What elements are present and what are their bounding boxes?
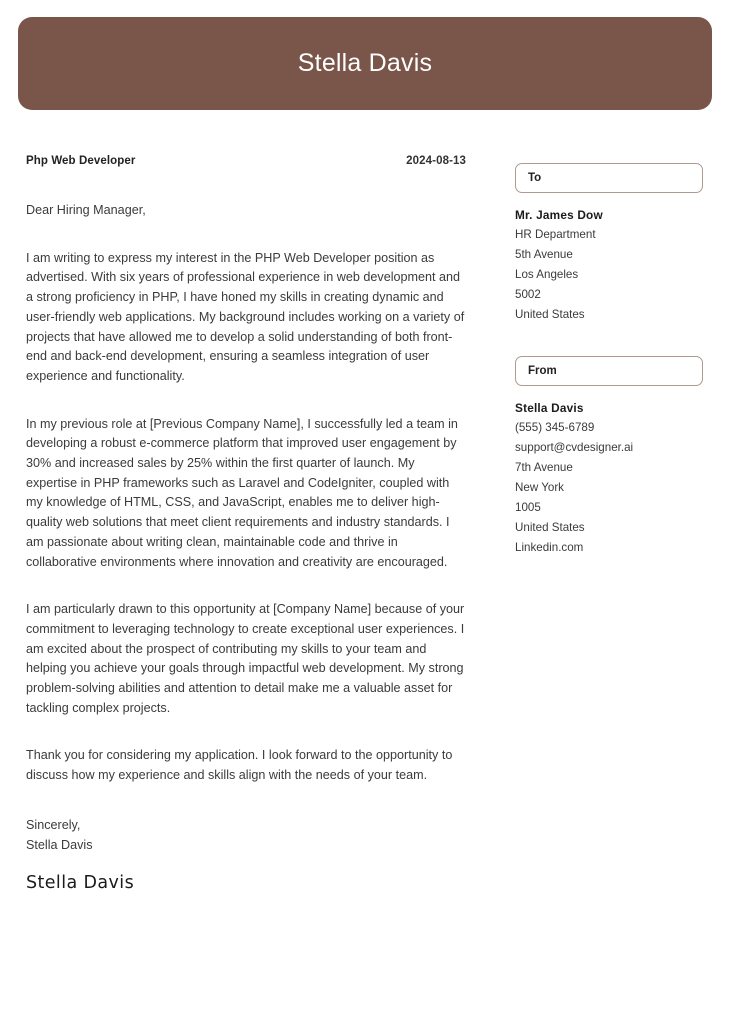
to-box[interactable] [515, 163, 703, 193]
letter-closing [26, 816, 466, 855]
letter-paragraph: In my previous role at [Previous Company Name], I successfully led a team in developing a robust e-commerce platform that improved user engagement by 30% and increased sales by 25% within the first quarter of launch. My expertise in PHP frameworks such as Laravel and CodeIgniter, coupled with my knowledge of HTML, CSS, and JavaScript, enables me to deliver high-quality web solutions that meet client requirements and industry standards. I am passionate about writing clean, maintainable code and thrive in collaborative environments where innovation and creativity are encouraged. [26, 416, 458, 569]
address-column [515, 163, 703, 558]
letter-salutation: Dear Hiring Manager, [26, 203, 146, 217]
recipient-address [515, 205, 703, 325]
page-title: Stella Davis [297, 49, 433, 77]
sender-phone: (555) 345-6789 [515, 421, 595, 434]
letter-meta-row [26, 155, 466, 167]
letter-date: 2024-08-13 [406, 155, 466, 167]
from-box-label: From [528, 365, 557, 377]
recipient-name: Mr. James Dow [515, 208, 603, 222]
sender-line: New York [515, 481, 564, 494]
sender-line: 1005 [515, 501, 541, 514]
letter-paragraph: I am particularly drawn to this opportunity at [Company Name] because of your commitment to leveraging technology to create exceptional user experiences. I am excited about the prospect of contributing my skills to your team and helping you achieve your goals through impactful web development. My strong problem-solving abilities and attention to detail make me a valuable asset for tackling complex projects. [26, 602, 465, 715]
letter-body [26, 201, 466, 786]
sender-name: Stella Davis [515, 401, 584, 415]
sender-email: support@cvdesigner.ai [515, 441, 634, 454]
from-box[interactable] [515, 356, 703, 386]
closing-name: Stella Davis [26, 837, 93, 852]
closing-salutation: Sincerely, [26, 817, 81, 832]
recipient-line: United States [515, 308, 585, 321]
to-box-label: To [528, 172, 542, 184]
sender-section [515, 356, 703, 558]
header-banner [18, 17, 712, 110]
sender-line: 7th Avenue [515, 461, 573, 474]
recipient-line: 5002 [515, 288, 541, 301]
job-title: Php Web Developer [26, 155, 136, 167]
sender-website: Linkedin.com [515, 541, 584, 554]
signature: Stella Davis [26, 873, 135, 894]
letter-column [26, 155, 466, 893]
recipient-line: 5th Avenue [515, 248, 573, 261]
recipient-section [515, 163, 703, 325]
recipient-line: Los Angeles [515, 268, 579, 281]
sender-address [515, 398, 703, 558]
sender-line: United States [515, 521, 585, 534]
letter-paragraph: I am writing to express my interest in the PHP Web Developer position as advertised. With six years of professional experience in web development and a strong proficiency in PHP, I have honed my skills in creating dynamic and user-friendly web applications. My background includes working on a variety of projects that have allowed me to develop a solid understanding of both front-end and back-end development, ensuring a seamless integration of user experience and functionality. [26, 250, 465, 383]
letter-paragraph: Thank you for considering my application. I look forward to the opportunity to discuss how my experience and skills align with the needs of your team. [26, 748, 453, 783]
recipient-line: HR Department [515, 228, 596, 241]
